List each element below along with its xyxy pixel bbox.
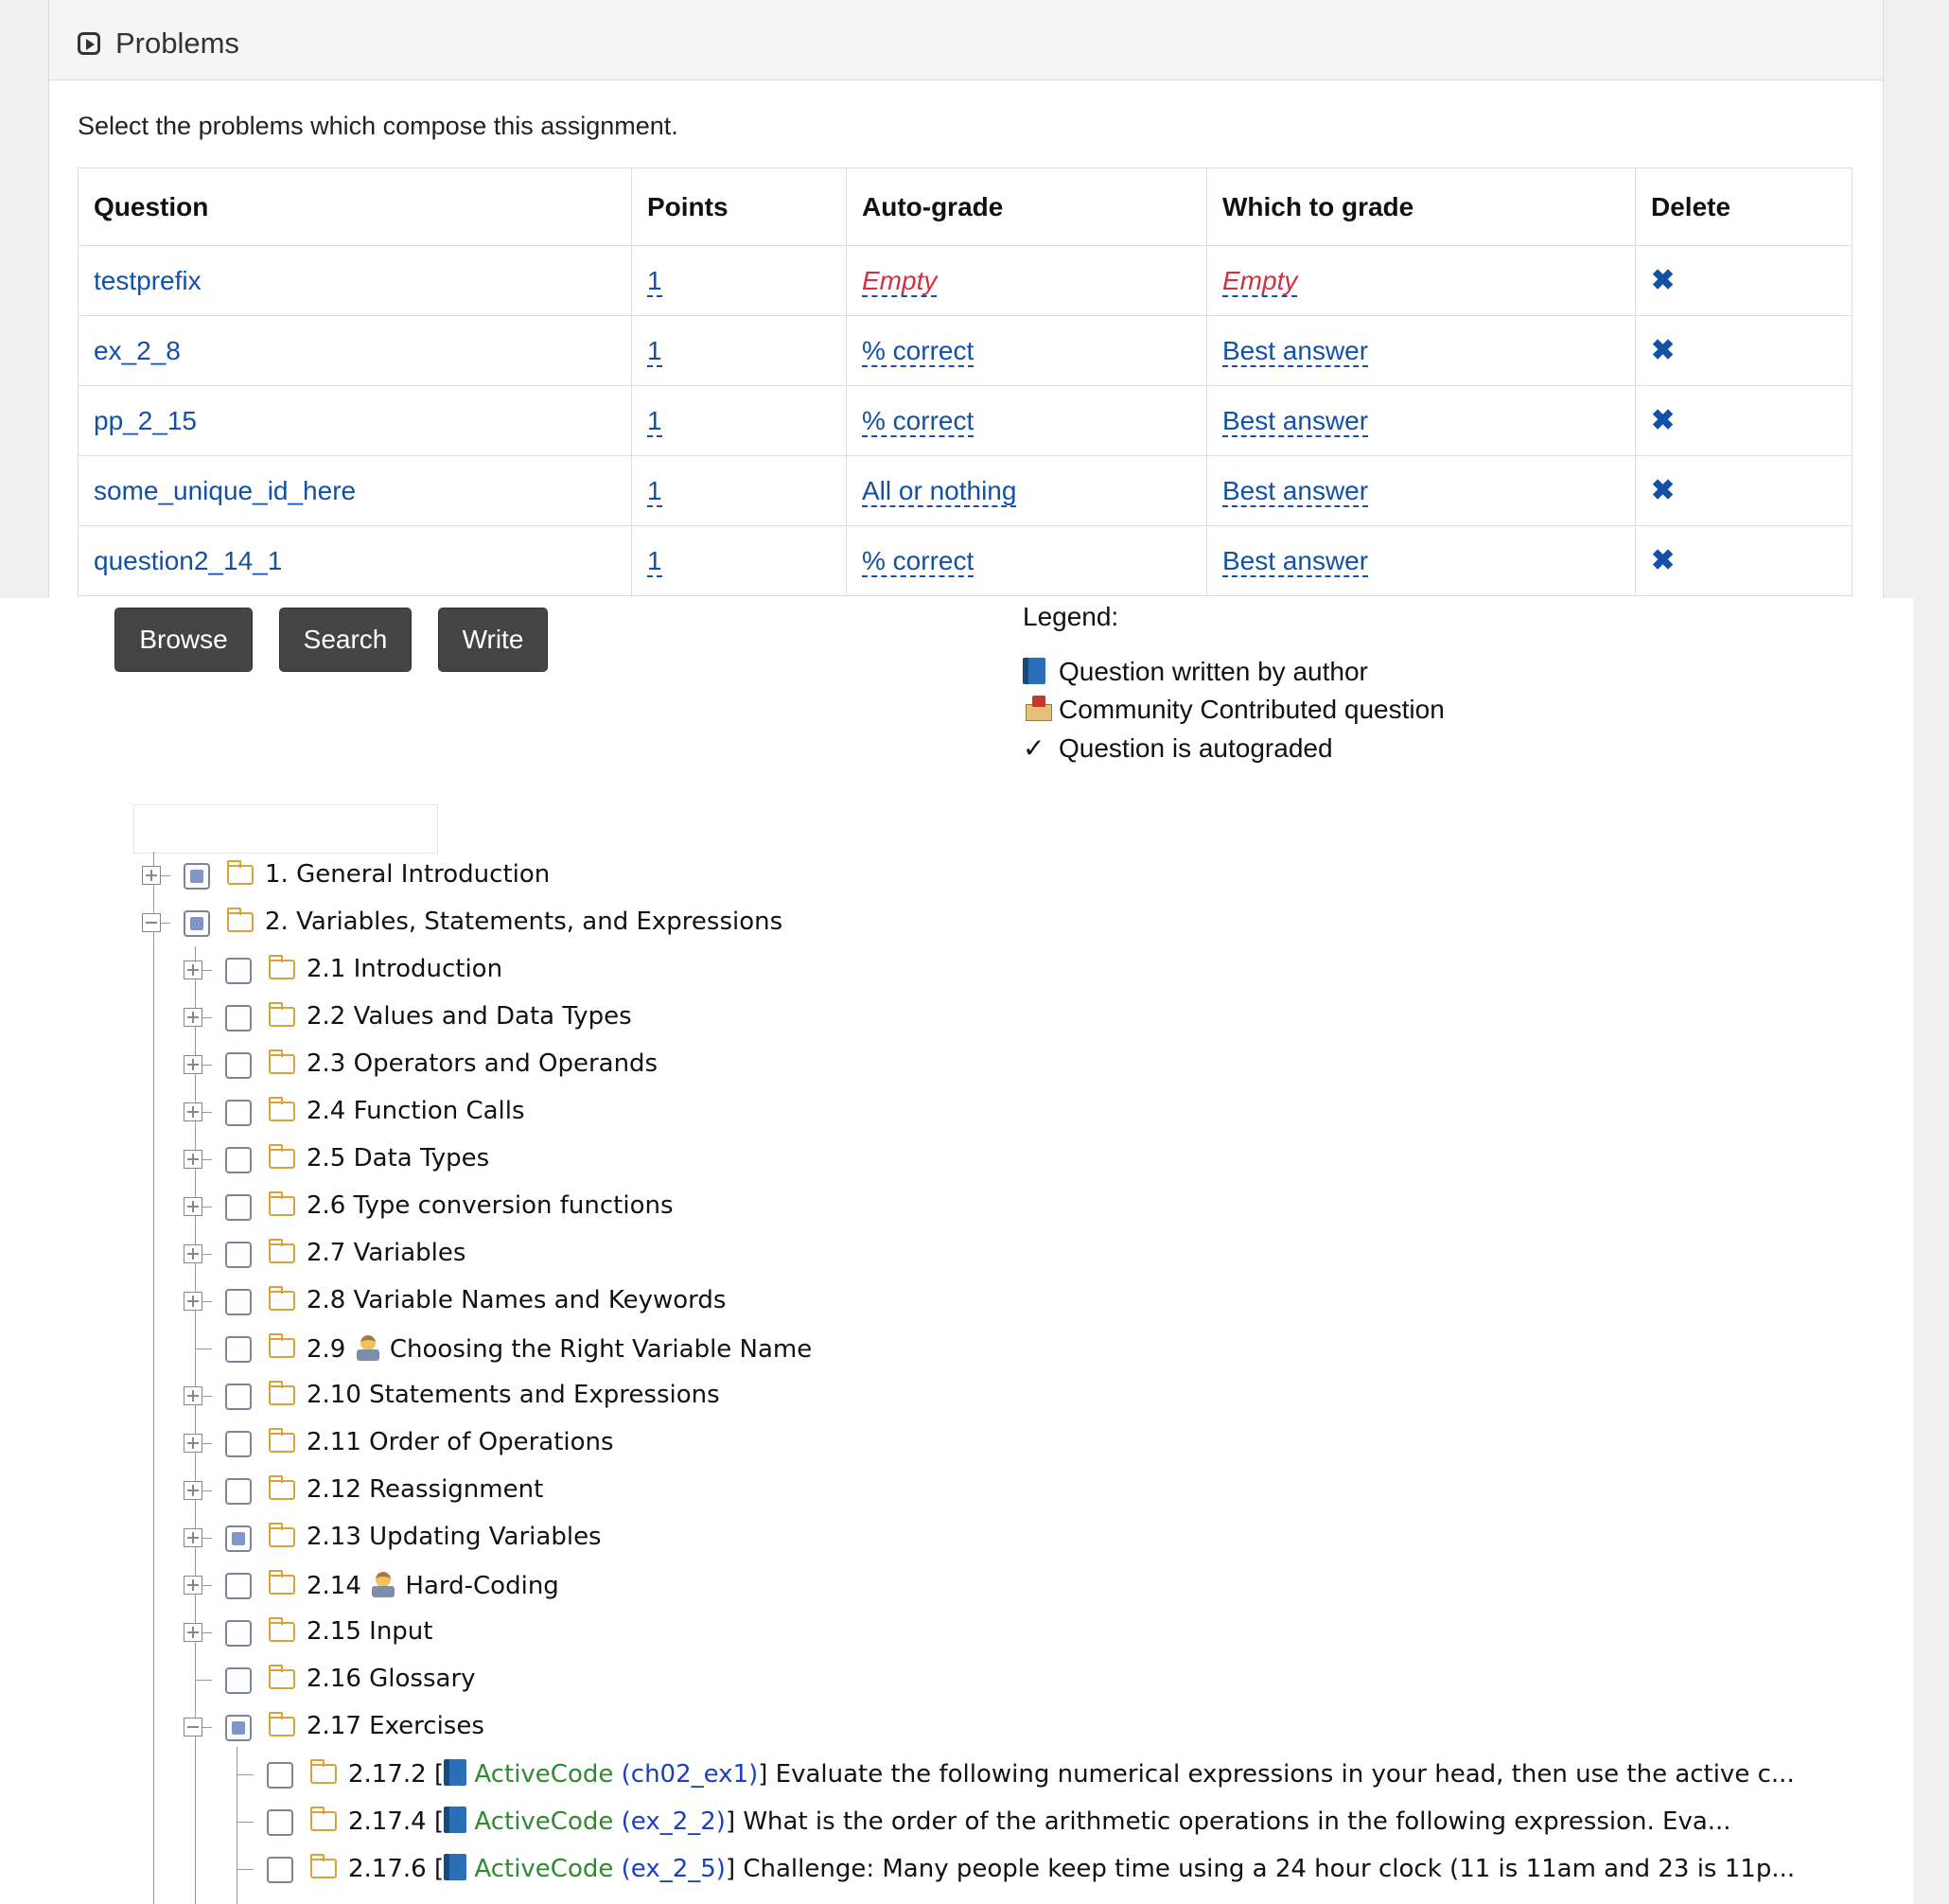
folder-icon (269, 1338, 295, 1358)
folder-icon (269, 1243, 295, 1263)
tree-item-label: 2.11 Order of Operations (307, 1428, 614, 1456)
folder-icon (269, 1575, 295, 1595)
tree-checkbox[interactable] (225, 1289, 252, 1315)
checkmark-icon: ✓ (1023, 733, 1045, 763)
expand-icon[interactable] (184, 1434, 202, 1453)
tree-item-label: 2.8 Variable Names and Keywords (307, 1286, 727, 1314)
expand-icon[interactable] (184, 1244, 202, 1263)
column-header-points: Points (632, 168, 847, 246)
tree-checkbox[interactable] (225, 1431, 252, 1457)
tree-item-label: 2.3 Operators and Operands (307, 1049, 658, 1078)
which-to-grade-editable[interactable]: Best answer (1222, 335, 1369, 365)
folder-icon (310, 1859, 337, 1878)
folder-icon (269, 1385, 295, 1405)
collapse-icon[interactable] (184, 1718, 202, 1737)
question-number: 2.17.4 [ (348, 1807, 445, 1836)
question-text: ] Challenge: Many people keep time using a 24 hour clock (11 is 11am and 23 is 11p... (725, 1855, 1796, 1883)
tree-checkbox[interactable] (225, 1100, 252, 1126)
which-to-grade-editable[interactable]: Best answer (1222, 405, 1369, 435)
question-type: ActiveCode (474, 1855, 614, 1883)
expand-icon[interactable] (184, 1197, 202, 1216)
tree-checkbox[interactable] (225, 1573, 252, 1599)
developer-icon (354, 1333, 382, 1362)
question-type: ActiveCode (474, 1760, 614, 1789)
legend-author-label: Question written by author (1059, 657, 1368, 686)
which-to-grade-editable[interactable]: Best answer (1222, 545, 1369, 575)
tree-item-number: 2.14 (307, 1572, 361, 1600)
tree-checkbox[interactable] (225, 1478, 252, 1505)
tree-item-label: 2.16 Glossary (307, 1665, 476, 1693)
expand-icon[interactable] (142, 866, 161, 885)
question-link[interactable]: some_unique_id_here (94, 475, 357, 505)
expand-icon[interactable] (184, 1292, 202, 1311)
folder-icon (269, 960, 295, 979)
legend-item-author (1023, 657, 1368, 687)
tree-checkbox[interactable] (225, 1715, 252, 1741)
folder-icon (310, 1811, 337, 1831)
tree-checkbox[interactable] (225, 958, 252, 984)
tree-item-label: 2.1 Introduction (307, 955, 503, 983)
tree-checkbox[interactable] (225, 1384, 252, 1410)
tree-item-label: 2.15 Input (307, 1617, 433, 1646)
expand-icon[interactable] (184, 1528, 202, 1547)
folder-icon (269, 1054, 295, 1074)
points-editable[interactable]: 1 (647, 475, 662, 505)
tree-item-label: 2.4 Function Calls (307, 1097, 525, 1125)
autograde-editable[interactable]: Empty (862, 265, 938, 295)
book-icon (1023, 658, 1045, 684)
folder-icon (227, 865, 254, 885)
tree-item-label: Hard-Coding (405, 1572, 559, 1600)
tree-connector (153, 852, 154, 1904)
collapse-icon[interactable] (142, 913, 161, 932)
collapse-toggle-icon[interactable] (78, 32, 100, 55)
tree-checkbox[interactable] (225, 1525, 252, 1552)
tree-item-label: 2.17 Exercises (307, 1712, 484, 1740)
panel-header[interactable] (49, 0, 1883, 80)
question-link[interactable]: testprefix (94, 265, 202, 295)
question-link[interactable]: question2_14_1 (94, 545, 283, 575)
table-row (79, 246, 1852, 316)
expand-icon[interactable] (184, 1481, 202, 1500)
folder-icon (269, 1007, 295, 1027)
table-row (79, 526, 1852, 596)
tree-checkbox[interactable] (225, 1052, 252, 1079)
expand-icon[interactable] (184, 1102, 202, 1121)
question-link[interactable]: pp_2_15 (94, 405, 198, 435)
tree-item-label: 2.7 Variables (307, 1239, 466, 1267)
tree-item-number: 2.9 (307, 1335, 346, 1364)
which-to-grade-editable[interactable]: Best answer (1222, 475, 1369, 505)
column-header-delete: Delete (1636, 168, 1852, 246)
tree-checkbox[interactable] (225, 1194, 252, 1221)
autograde-editable[interactable]: % correct (862, 405, 974, 435)
tree-checkbox[interactable] (225, 1620, 252, 1647)
folder-icon (269, 1149, 295, 1169)
tree-checkbox[interactable] (225, 1336, 252, 1363)
legend-community-label: Community Contributed question (1059, 695, 1445, 724)
tree-item-label: 1. General Introduction (265, 860, 551, 889)
problems-table (78, 167, 1852, 596)
points-editable[interactable]: 1 (647, 335, 662, 365)
tree-item-label: 2.2 Values and Data Types (307, 1002, 632, 1031)
tree-checkbox[interactable] (184, 910, 210, 937)
folder-icon (269, 1527, 295, 1547)
panel-title: Problems (115, 26, 239, 60)
school-icon (1023, 696, 1055, 722)
search-button[interactable]: Search (279, 608, 412, 672)
autograde-editable[interactable]: % correct (862, 335, 974, 365)
intro-text: Select the problems which compose this assignment. (78, 112, 678, 140)
folder-icon (269, 1622, 295, 1642)
question-id: (ex_2_5) (621, 1855, 726, 1883)
delete-icon[interactable]: ✖ (1651, 265, 1676, 296)
folder-icon (269, 1669, 295, 1689)
tree-item-label: 2.10 Statements and Expressions (307, 1381, 720, 1409)
legend-item-autograded (1023, 732, 1333, 764)
tree-checkbox[interactable] (267, 1809, 293, 1836)
folder-icon (269, 1480, 295, 1500)
question-number: 2.17.2 [ (348, 1760, 445, 1789)
question-id: (ex_2_2) (621, 1807, 726, 1836)
expand-icon[interactable] (184, 1576, 202, 1595)
autograde-editable[interactable]: % correct (862, 545, 974, 575)
folder-icon (269, 1196, 295, 1216)
delete-icon[interactable]: ✖ (1651, 335, 1676, 366)
tree-checkbox[interactable] (184, 863, 210, 890)
folder-icon (269, 1717, 295, 1737)
folder-icon (227, 912, 254, 932)
tree-search-input[interactable] (133, 804, 438, 854)
tree-item-label: 2.6 Type conversion functions (307, 1191, 674, 1220)
book-icon (444, 1854, 466, 1880)
book-icon (444, 1807, 466, 1833)
legend-autograded-label: Question is autograded (1059, 733, 1333, 763)
table-row (79, 386, 1852, 456)
tree-checkbox[interactable] (225, 1005, 252, 1031)
browse-button[interactable]: Browse (114, 608, 253, 672)
write-button[interactable]: Write (438, 608, 548, 672)
expand-icon[interactable] (184, 1150, 202, 1169)
expand-icon[interactable] (184, 1386, 202, 1405)
points-editable[interactable]: 1 (647, 545, 662, 575)
tree-checkbox[interactable] (225, 1147, 252, 1173)
tree-checkbox[interactable] (225, 1242, 252, 1268)
book-icon (444, 1759, 466, 1786)
folder-icon (269, 1433, 295, 1453)
points-editable[interactable]: 1 (647, 405, 662, 435)
expand-icon[interactable] (184, 1623, 202, 1642)
tree-item-label: Choosing the Right Variable Name (389, 1335, 813, 1364)
tree-connector (195, 946, 196, 1904)
table-row (79, 316, 1852, 386)
tree-item-label: 2.5 Data Types (307, 1144, 490, 1172)
tree-item-label: 2. Variables, Statements, and Expressions (265, 908, 783, 936)
column-header-which-to-grade: Which to grade (1207, 168, 1636, 246)
delete-icon[interactable]: ✖ (1651, 475, 1676, 506)
question-number: 2.17.6 [ (348, 1855, 445, 1883)
points-editable[interactable]: 1 (647, 265, 662, 295)
page-right-gutter (1913, 598, 1949, 1904)
legend-title: Legend: (1023, 602, 1119, 631)
which-to-grade-editable[interactable]: Empty (1222, 265, 1298, 295)
table-header-row (79, 168, 1852, 246)
developer-icon (369, 1570, 397, 1598)
question-text: ] What is the order of the arithmetic operations in the following expression. Eva... (725, 1807, 1731, 1836)
tree-item-label: 2.13 Updating Variables (307, 1523, 602, 1551)
folder-icon (310, 1764, 337, 1784)
expand-icon[interactable] (184, 961, 202, 979)
folder-icon (269, 1291, 295, 1311)
autograde-editable[interactable]: All or nothing (862, 475, 1017, 505)
folder-icon (269, 1102, 295, 1121)
question-text: ] Evaluate the following numerical expressions in your head, then use the active c... (758, 1760, 1795, 1789)
expand-icon[interactable] (184, 1008, 202, 1027)
problems-panel (48, 0, 1884, 598)
question-type: ActiveCode (474, 1807, 614, 1836)
tree-item-label: 2.12 Reassignment (307, 1475, 544, 1504)
delete-icon[interactable]: ✖ (1651, 405, 1676, 436)
legend-item-community (1023, 695, 1445, 725)
question-link[interactable]: ex_2_8 (94, 335, 181, 365)
tree-checkbox[interactable] (267, 1857, 293, 1883)
column-header-question: Question (79, 168, 632, 246)
tree-checkbox[interactable] (225, 1667, 252, 1694)
question-id: (ch02_ex1) (621, 1760, 759, 1789)
delete-icon[interactable]: ✖ (1651, 545, 1676, 576)
expand-icon[interactable] (184, 1055, 202, 1074)
table-row (79, 456, 1852, 526)
tree-checkbox[interactable] (267, 1762, 293, 1789)
column-header-autograde: Auto-grade (847, 168, 1207, 246)
